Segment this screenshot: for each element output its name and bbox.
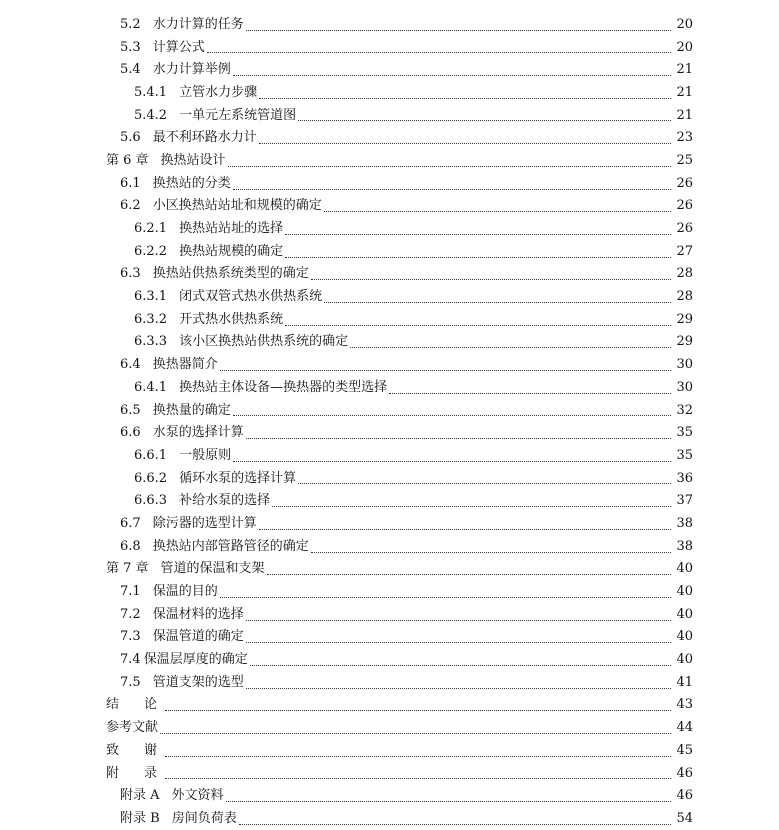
- toc-entry[interactable]: [0, 149, 779, 172]
- dot-leader: [246, 619, 671, 621]
- toc-page-number: 40: [676, 629, 693, 645]
- toc-page-number: 21: [676, 62, 693, 78]
- dot-leader: [324, 210, 671, 212]
- toc-title: 换热站设计: [160, 152, 226, 168]
- dot-leader: [233, 188, 671, 190]
- toc-page-number: 38: [676, 515, 693, 531]
- toc-title: 管道的保温和支架: [160, 561, 265, 577]
- dot-leader: [324, 301, 671, 303]
- toc-number: 7.5: [120, 674, 141, 690]
- toc-entry[interactable]: [0, 716, 779, 739]
- toc-page-number: 23: [676, 130, 693, 146]
- toc-title: 水泵的选择计算: [152, 425, 244, 441]
- toc-page-number: 35: [676, 425, 693, 441]
- toc-title: 计算公式: [152, 39, 205, 55]
- toc-page-number: 26: [676, 175, 693, 191]
- toc-page-number: 30: [676, 357, 693, 373]
- table-of-contents: [0, 13, 779, 830]
- toc-number: 5.4: [120, 62, 141, 78]
- dot-leader: [250, 664, 671, 666]
- dot-leader: [298, 482, 671, 484]
- toc-number: 6.4.1: [134, 379, 168, 395]
- toc-entry[interactable]: [0, 648, 779, 671]
- toc-title: 开式热水供热系统: [179, 311, 284, 327]
- toc-number: 6.2.1: [134, 221, 168, 237]
- toc-title: 除污器的选型计算: [152, 515, 257, 531]
- toc-title: 换热站供热系统类型的确定: [152, 266, 309, 282]
- toc-entry[interactable]: [0, 626, 779, 649]
- toc-page-number: 37: [676, 493, 693, 509]
- toc-title: 外文资料: [171, 788, 224, 804]
- dot-leader: [350, 346, 671, 348]
- dot-leader: [311, 278, 671, 280]
- dot-leader: [220, 369, 671, 371]
- dot-leader: [298, 119, 671, 121]
- toc-title: 换热站主体设备—换热器的类型选择: [179, 379, 388, 395]
- toc-number: 5.4.1: [134, 84, 168, 100]
- toc-entry[interactable]: [0, 172, 779, 195]
- toc-entry[interactable]: [0, 467, 779, 490]
- toc-number: 6.3: [120, 266, 141, 282]
- dot-leader: [233, 460, 671, 462]
- toc-number: 6.7: [120, 515, 141, 531]
- toc-number: 6.3.3: [134, 334, 168, 350]
- dot-leader: [220, 596, 671, 598]
- toc-number: 5.4.2: [134, 107, 168, 123]
- toc-entry[interactable]: [0, 421, 779, 444]
- dot-leader: [246, 437, 671, 439]
- toc-title: 该小区换热站供热系统的确定: [179, 334, 349, 350]
- toc-title: 水力计算的任务: [152, 16, 244, 32]
- dot-leader: [285, 256, 671, 258]
- toc-number: 第 7 章: [106, 561, 149, 577]
- toc-title: 管道支架的选型: [152, 674, 244, 690]
- toc-title: 结 论: [106, 697, 164, 713]
- dot-leader: [226, 800, 671, 802]
- toc-entry[interactable]: [0, 353, 779, 376]
- toc-entry[interactable]: [0, 36, 779, 59]
- toc-page-number: 20: [676, 16, 693, 32]
- toc-entry[interactable]: [0, 671, 779, 694]
- toc-page-number: 28: [676, 266, 693, 282]
- toc-number: 5.2: [120, 16, 141, 32]
- toc-number: 6.6: [120, 425, 141, 441]
- toc-page-number: 38: [676, 538, 693, 554]
- toc-title: 参考文献: [106, 720, 159, 736]
- toc-title: 换热站内部管路管径的确定: [152, 538, 309, 554]
- toc-number: 附录 A: [120, 788, 160, 804]
- toc-title: 换热站规模的确定: [179, 243, 284, 259]
- toc-page-number: 29: [676, 334, 693, 350]
- toc-page-number: 41: [676, 674, 693, 690]
- dot-leader: [285, 324, 671, 326]
- toc-entry[interactable]: [0, 285, 779, 308]
- toc-page-number: 28: [676, 289, 693, 305]
- toc-title: 水力计算举例: [152, 62, 231, 78]
- toc-entry[interactable]: [0, 444, 779, 467]
- toc-entry[interactable]: [0, 240, 779, 263]
- toc-title: 房间负荷表: [171, 810, 237, 826]
- toc-title: 保温管道的确定: [152, 629, 244, 645]
- toc-entry[interactable]: [0, 512, 779, 535]
- toc-number: 6.5: [120, 402, 141, 418]
- toc-entry[interactable]: [0, 603, 779, 626]
- toc-title: 保温的目的: [152, 584, 218, 600]
- toc-title: 附 录: [106, 765, 164, 781]
- toc-entry[interactable]: [0, 376, 779, 399]
- toc-title: 循环水泵的选择计算: [179, 470, 297, 486]
- toc-number: 6.1: [120, 175, 141, 191]
- toc-title: 换热站站址的选择: [179, 221, 284, 237]
- toc-number: 7.3: [120, 629, 141, 645]
- toc-number: 5.3: [120, 39, 141, 55]
- toc-entry[interactable]: [0, 13, 779, 36]
- toc-page-number: 35: [676, 447, 693, 463]
- toc-page-number: 30: [676, 379, 693, 395]
- toc-entry[interactable]: [0, 739, 779, 762]
- toc-entry[interactable]: [0, 558, 779, 581]
- dot-leader: [165, 755, 671, 757]
- toc-entry[interactable]: [0, 126, 779, 149]
- toc-page-number: 26: [676, 198, 693, 214]
- toc-number: 6.2.2: [134, 243, 168, 259]
- toc-number: 7.1: [120, 584, 141, 600]
- toc-entry[interactable]: [0, 694, 779, 717]
- toc-entry[interactable]: [0, 784, 779, 807]
- dot-leader: [267, 573, 671, 575]
- toc-title: 换热站的分类: [152, 175, 231, 191]
- dot-leader: [246, 641, 671, 643]
- toc-entry[interactable]: [0, 104, 779, 127]
- toc-title: 立管水力步骤: [179, 84, 258, 100]
- dot-leader: [259, 142, 671, 144]
- toc-entry[interactable]: [0, 399, 779, 422]
- dot-leader: [389, 392, 671, 394]
- dot-leader: [207, 51, 671, 53]
- toc-title: 换热量的确定: [152, 402, 231, 418]
- toc-page-number: 26: [676, 221, 693, 237]
- toc-entry[interactable]: [0, 489, 779, 512]
- toc-entry[interactable]: [0, 263, 779, 286]
- toc-number: 6.4: [120, 357, 141, 373]
- toc-page-number: 21: [676, 84, 693, 100]
- toc-entry[interactable]: [0, 195, 779, 218]
- toc-number: 6.8: [120, 538, 141, 554]
- toc-page-number: 40: [676, 606, 693, 622]
- dot-leader: [285, 233, 671, 235]
- toc-entry[interactable]: [0, 762, 779, 785]
- toc-page-number: 45: [676, 742, 693, 758]
- toc-page-number: 43: [676, 697, 693, 713]
- dot-leader: [228, 165, 671, 167]
- toc-number: 7.2: [120, 606, 141, 622]
- toc-entry[interactable]: [0, 217, 779, 240]
- toc-title: 最不利环路水力计: [152, 130, 257, 146]
- toc-entry[interactable]: [0, 331, 779, 354]
- toc-page-number: 20: [676, 39, 693, 55]
- dot-leader: [272, 505, 671, 507]
- toc-page-number: 46: [676, 788, 693, 804]
- toc-page-number: 32: [676, 402, 693, 418]
- toc-entry[interactable]: [0, 535, 779, 558]
- toc-title: 闭式双管式热水供热系统: [179, 289, 323, 305]
- toc-number: 5.6: [120, 130, 141, 146]
- toc-number: 附录 B: [120, 810, 160, 826]
- toc-page-number: 27: [676, 243, 693, 259]
- toc-number: 6.3.2: [134, 311, 168, 327]
- toc-title: 换热器简介: [152, 357, 218, 373]
- dot-leader: [259, 528, 671, 530]
- dot-leader: [246, 29, 671, 31]
- dot-leader: [160, 732, 671, 734]
- toc-number: 6.3.1: [134, 289, 168, 305]
- dot-leader: [233, 74, 671, 76]
- toc-title: 保温层厚度的确定: [143, 652, 248, 668]
- dot-leader: [246, 687, 671, 689]
- toc-title: 致 谢: [106, 742, 164, 758]
- toc-number: 6.2: [120, 198, 141, 214]
- toc-entry[interactable]: [0, 308, 779, 331]
- toc-page-number: 40: [676, 652, 693, 668]
- dot-leader: [259, 97, 671, 99]
- toc-title: 补给水泵的选择: [179, 493, 271, 509]
- dot-leader: [233, 414, 671, 416]
- dot-leader: [239, 823, 671, 825]
- toc-number: 6.6.1: [134, 447, 168, 463]
- toc-page-number: 29: [676, 311, 693, 327]
- toc-title: 保温材料的选择: [152, 606, 244, 622]
- toc-number: 6.6.3: [134, 493, 168, 509]
- toc-entry[interactable]: [0, 81, 779, 104]
- toc-number: 6.6.2: [134, 470, 168, 486]
- dot-leader: [311, 551, 671, 553]
- toc-entry[interactable]: [0, 58, 779, 81]
- toc-title: 一单元左系统管道图: [179, 107, 297, 123]
- toc-page-number: 36: [676, 470, 693, 486]
- toc-number: 7.4: [120, 652, 141, 668]
- toc-entry[interactable]: [0, 580, 779, 603]
- toc-page-number: 40: [676, 584, 693, 600]
- toc-number: 第 6 章: [106, 152, 149, 168]
- dot-leader: [165, 777, 671, 779]
- toc-page-number: 21: [676, 107, 693, 123]
- dot-leader: [165, 709, 671, 711]
- toc-title: 一般原则: [179, 447, 232, 463]
- toc-title: 小区换热站站址和规模的确定: [152, 198, 322, 214]
- toc-page-number: 46: [676, 765, 693, 781]
- toc-page-number: 44: [676, 720, 693, 736]
- toc-page-number: 40: [676, 561, 693, 577]
- toc-page-number: 25: [676, 152, 693, 168]
- toc-page-number: 54: [676, 810, 693, 826]
- toc-entry[interactable]: [0, 807, 779, 830]
